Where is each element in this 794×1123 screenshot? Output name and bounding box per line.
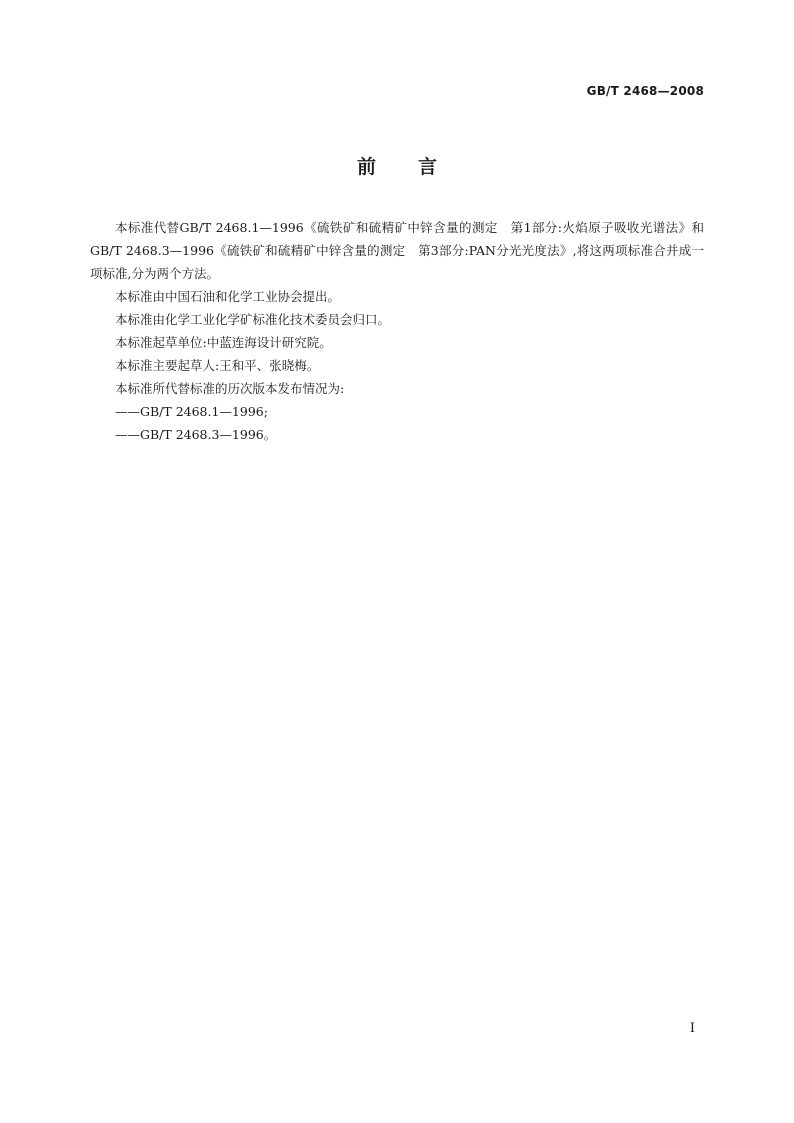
replacement-paragraph: 本标准代替GB/T 2468.1—1996《硫铁矿和硫精矿中锌含量的测定 第1部分:火焰原子吸收光谱法》和GB/T 2468.3—1996《硫铁矿和硫精矿中锌含量的测定 第3部分:PAN分光光度法》,将这两项标准合并成一项标准,分为两个方法。 — [90, 220, 704, 281]
history-intro-paragraph: 本标准所代替标准的历次版本发布情况为: — [115, 381, 345, 396]
standard-code: GB/T 2468—2008 — [586, 84, 704, 98]
history-item: ——GB/T 2468.3—1996。 — [115, 427, 277, 442]
page-title: 前言 — [356, 156, 479, 178]
committee-paragraph: 本标准由化学工业化学矿标准化技术委员会归口。 — [115, 312, 391, 327]
history-item: ——GB/T 2468.1—1996; — [115, 404, 268, 419]
document-body — [90, 216, 704, 446]
proposer-paragraph: 本标准由中国石油和化学工业协会提出。 — [115, 289, 341, 304]
page-number: I — [689, 1021, 695, 1036]
drafters-paragraph: 本标准主要起草人:王和平、张晓梅。 — [115, 358, 320, 373]
drafting-unit-paragraph: 本标准起草单位:中蓝连海设计研究院。 — [115, 335, 332, 350]
